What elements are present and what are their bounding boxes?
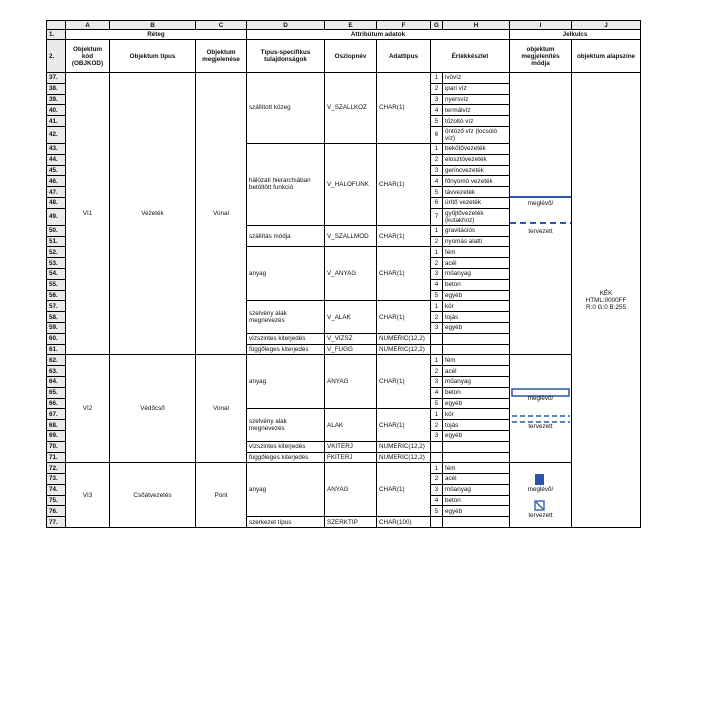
value-label: bekötővezeték [443,143,510,154]
table-row [47,73,641,84]
row-number: 62. [47,355,66,366]
row-number: 72. [47,463,66,474]
column-letter: B [110,21,196,30]
column-letter: I [510,21,572,30]
value-code: 5 [431,506,443,517]
value-code: 5 [431,290,443,301]
value-code: 2 [431,258,443,269]
attribute-data-type: NUMERIC(12,2) [377,333,431,344]
attribute-column-name: VKITERJ [325,441,377,452]
row-number: 66. [47,398,66,409]
value-code: 2 [431,366,443,377]
value-code: 3 [431,322,443,333]
value-label-empty [443,344,510,355]
row-number: 43. [47,143,66,154]
value-label: acél [443,474,510,485]
attribute-label: vízszintes kiterjedés [247,441,325,452]
attribute-column-name: SZERKTIP [325,517,377,528]
row-number: 54. [47,268,66,279]
column-header: Adattípus [377,40,431,73]
value-label-empty [443,452,510,463]
attribute-column-name: ANYAG [325,355,377,409]
value-label: acél [443,366,510,377]
attribute-label: szelvény alak megnevezés [247,409,325,441]
row-number: 48. [47,197,66,208]
value-label-empty [443,517,510,528]
value-code: 2 [431,154,443,165]
row-number: 44. [47,154,66,165]
object-appearance: Vonal [196,355,247,463]
row-number: 39. [47,94,66,105]
legend-symbol-pipe [510,387,571,431]
column-letter: H [443,21,510,30]
color-color-rgb: R:0 G:0 B:255 [586,303,626,311]
layer-header: Réteg [66,30,247,40]
value-code-empty [431,452,443,463]
column-letter: F [377,21,431,30]
attribute-table-sheet [46,20,640,528]
value-label: nyomás alatti [443,236,510,247]
value-code: 4 [431,279,443,290]
column-header: Objektum kód (OBJKOD) [66,40,110,73]
row-number: 47. [47,187,66,198]
row-number: 58. [47,312,66,323]
column-letter: D [247,21,325,30]
row-number: 51. [47,236,66,247]
value-label: fém [443,247,510,258]
value-label: elosztóvezeték [443,154,510,165]
value-label: tojás [443,420,510,431]
row-number: 76. [47,506,66,517]
object-code: VI3 [66,463,110,528]
row-number: 70. [47,441,66,452]
value-code: 1 [431,355,443,366]
value-label: gravitációs [443,225,510,236]
attribute-label: függőleges kiterjedés [247,344,325,355]
attribute-column-name: V_ANYAG [325,247,377,301]
value-code: 1 [431,247,443,258]
value-label: egyéb [443,506,510,517]
value-label: egyéb [443,290,510,301]
value-label-empty [443,441,510,452]
value-code: 3 [431,430,443,441]
table-row [47,30,641,40]
legend-symbol-cell [510,463,572,528]
attribute-table [46,20,641,528]
column-letter: G [431,21,443,30]
value-code: 1 [431,409,443,420]
value-code-empty [431,441,443,452]
value-code: 3 [431,165,443,176]
attribute-data-type: CHAR(1) [377,409,431,441]
attribute-column-name: V_FUGG [325,344,377,355]
legend-existing-label: meglévő/ [527,394,554,402]
value-label: nyersvíz [443,94,510,105]
value-code: 3 [431,94,443,105]
value-label: fém [443,355,510,366]
value-label: műanyag [443,484,510,495]
value-label: főnyomó vezeték [443,176,510,187]
row-number: 38. [47,83,66,94]
table-row [47,355,641,366]
legend-planned-label: tervezett [528,227,553,235]
existing-point-symbol [535,474,544,485]
value-label: tűzoltó víz [443,116,510,127]
row-number: 61. [47,344,66,355]
attribute-data-type: CHAR(1) [377,247,431,301]
attribute-column-name: V_HALOFUNK [325,143,377,225]
value-code: 5 [431,116,443,127]
value-code: 6 [431,126,443,143]
row-number: 2. [47,40,66,73]
row-number: 53. [47,258,66,269]
row-number: 50. [47,225,66,236]
attribute-column-name: ALAK [325,409,377,441]
value-code: 5 [431,187,443,198]
value-code: 2 [431,83,443,94]
value-code: 1 [431,143,443,154]
value-label: öntöző víz (locsoló víz) [443,126,510,143]
legend-existing-label: meglévő/ [527,199,554,207]
table-row [47,463,641,474]
value-label: kör [443,301,510,312]
attribute-label: szállított közeg [247,73,325,144]
row-number: 64. [47,376,66,387]
attribute-data-type: CHAR(1) [377,225,431,247]
value-label: egyéb [443,430,510,441]
column-letter: A [66,21,110,30]
value-code-empty [431,333,443,344]
value-label: távvezeték [443,187,510,198]
row-number: 40. [47,105,66,116]
value-code: 2 [431,312,443,323]
column-header: Oszlopnév [325,40,377,73]
value-label: gyűjtővezeték (kutakhoz) [443,208,510,225]
attribute-data-type: NUMERIC(12,2) [377,452,431,463]
attribute-label: anyag [247,247,325,301]
attribute-data-type: CHAR(1) [377,463,431,517]
value-code: 4 [431,105,443,116]
table-row [47,21,641,30]
attribute-column-name: FKITERJ [325,452,377,463]
row-number: 77. [47,517,66,528]
object-type: Vezeték [110,73,196,355]
row-number: 41. [47,116,66,127]
row-number: 65. [47,387,66,398]
corner-cell [47,21,66,30]
row-number: 69. [47,430,66,441]
value-code: 2 [431,236,443,247]
legend-planned-label: tervezett [528,512,553,520]
attribute-data-type: CHAR(100) [377,517,431,528]
column-header: Értékkészlet [431,40,510,73]
column-letter: E [325,21,377,30]
color-color-html: HTML:0000FF [585,296,627,304]
value-label: egyéb [443,322,510,333]
row-number: 73. [47,474,66,485]
value-label: műanyag [443,376,510,387]
value-code: 6 [431,197,443,208]
value-label: gerincvezeték [443,165,510,176]
value-label-empty [443,333,510,344]
value-code-empty [431,344,443,355]
value-code: 3 [431,376,443,387]
value-code: 4 [431,387,443,398]
legend-symbol-point [510,470,571,520]
attribute-column-name: V_SZALLMOD [325,225,377,247]
object-code: VI1 [66,73,110,355]
object-appearance: Pont [196,463,247,528]
table-row [47,40,641,73]
attribute-label: anyag [247,355,325,409]
value-label: ivóvíz [443,73,510,84]
legend-header: Jelkulcs [510,30,641,40]
column-header: objektum megjelenítés módja [510,40,572,73]
column-letter: C [196,21,247,30]
value-code: 7 [431,208,443,225]
row-number: 63. [47,366,66,377]
value-label: acél [443,258,510,269]
column-header: Objektum típus [110,40,196,73]
value-code: 2 [431,420,443,431]
row-number: 56. [47,290,66,301]
value-label: fém [443,463,510,474]
object-code: VI2 [66,355,110,463]
attribute-data-type: CHAR(1) [377,301,431,333]
attribute-data-header: Attribútum adatok [247,30,510,40]
row-number: 49. [47,208,66,225]
row-number: 57. [47,301,66,312]
value-label: termálvíz [443,105,510,116]
object-type: Védőcső [110,355,196,463]
legend-symbol-cell [510,73,572,355]
value-code: 4 [431,176,443,187]
value-label: beton [443,279,510,290]
attribute-label: hálózati hierarchiában betöltött funkció [247,143,325,225]
value-code: 5 [431,398,443,409]
row-number: 1. [47,30,66,40]
legend-planned-label: tervezett [528,422,553,430]
value-code: 1 [431,463,443,474]
attribute-column-name: V_VIZSZ [325,333,377,344]
column-header: Típus-specifikus tulajdonságok [247,40,325,73]
attribute-data-type: CHAR(1) [377,355,431,409]
value-label: ürítő vezeték [443,197,510,208]
legend-color-cell [572,73,641,528]
legend-existing-label: meglévő/ [527,486,554,494]
planned-point-symbol-hatch [536,502,543,509]
row-number: 75. [47,495,66,506]
value-code: 1 [431,73,443,84]
attribute-column-name: ANYAG [325,463,377,517]
row-number: 46. [47,176,66,187]
row-number: 42. [47,126,66,143]
attribute-data-type: CHAR(1) [377,143,431,225]
row-number: 37. [47,73,66,84]
color-color-name: KÉK [599,289,613,297]
attribute-label: szállítás módja [247,225,325,247]
value-label: tojás [443,312,510,323]
attribute-data-type: CHAR(1) [377,73,431,144]
row-number: 67. [47,409,66,420]
attribute-label: vízszintes kiterjedés [247,333,325,344]
attribute-data-type: NUMERIC(12,2) [377,441,431,452]
value-code: 1 [431,301,443,312]
value-code: 2 [431,474,443,485]
attribute-column-name: V_ALAK [325,301,377,333]
attribute-label: függőleges kiterjedés [247,452,325,463]
value-label: egyéb [443,398,510,409]
attribute-label: anyag [247,463,325,517]
object-type: Csőátvezetés [110,463,196,528]
column-header: Objektum megjelenése [196,40,247,73]
value-code: 3 [431,484,443,495]
column-header: objektum alapszíne [572,40,641,73]
row-number: 52. [47,247,66,258]
attribute-label: szelvény alak megnevezés [247,301,325,333]
value-code: 1 [431,225,443,236]
legend-symbol-cell [510,355,572,463]
object-appearance: Vonal [196,73,247,355]
attribute-label: szerkezet típus [247,517,325,528]
row-number: 71. [47,452,66,463]
attribute-data-type: NUMERIC(12,2) [377,344,431,355]
value-code: 3 [431,268,443,279]
value-label: beton [443,387,510,398]
value-code-empty [431,517,443,528]
row-number: 74. [47,484,66,495]
column-letter: J [572,21,641,30]
value-label: ipari víz [443,83,510,94]
row-number: 60. [47,333,66,344]
row-number: 68. [47,420,66,431]
row-number: 55. [47,279,66,290]
row-number: 45. [47,165,66,176]
value-label: kör [443,409,510,420]
value-label: beton [443,495,510,506]
value-label: műanyag [443,268,510,279]
row-number: 59. [47,322,66,333]
value-code: 4 [431,495,443,506]
legend-symbol-line [510,192,571,236]
attribute-column-name: V_SZALLKOZ [325,73,377,144]
